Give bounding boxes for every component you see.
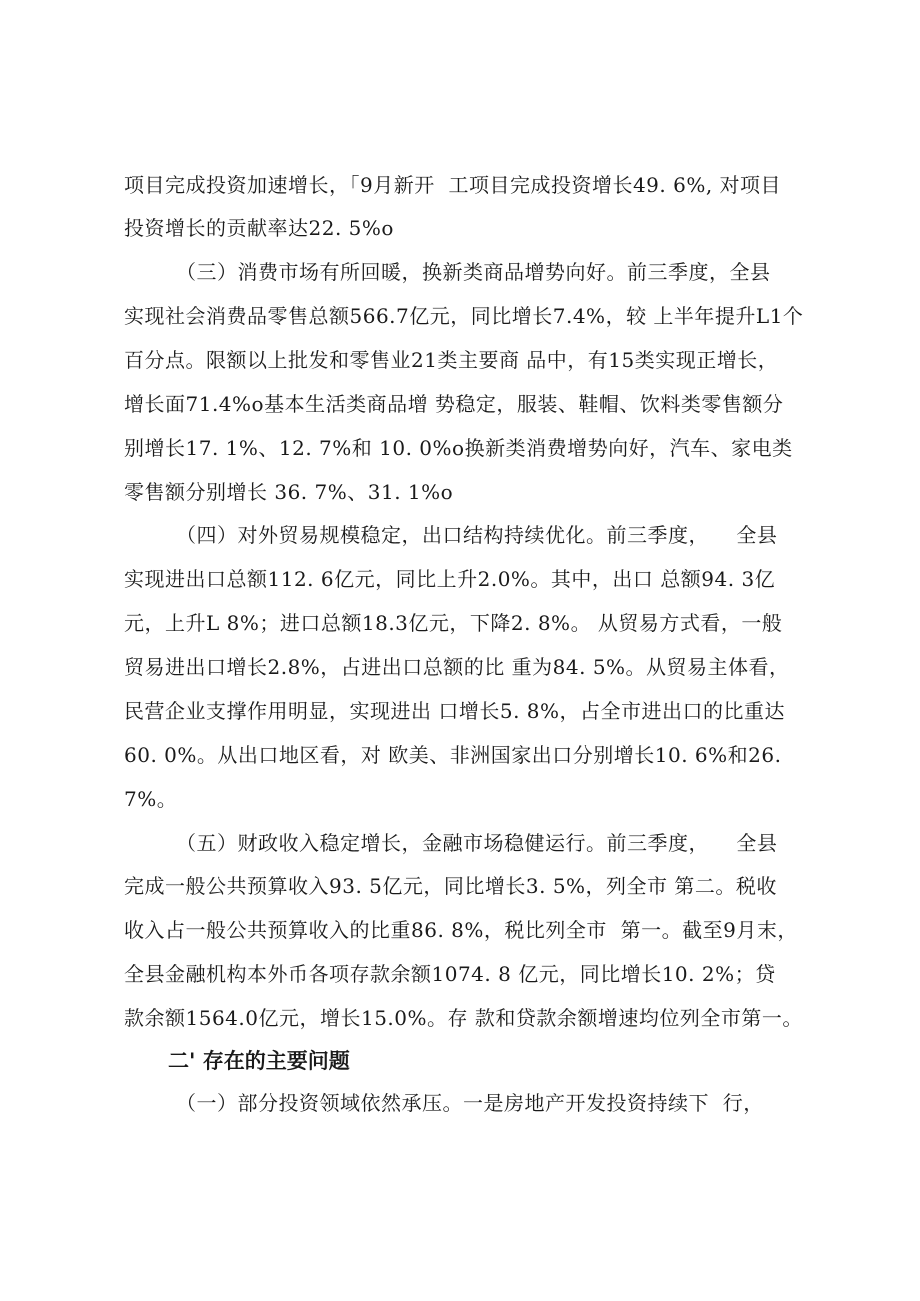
paragraph-line: （三）消费市场有所回暖，换新类商品增势向好。前三季度，全县 xyxy=(176,260,771,284)
paragraph-line: 项目完成投资加速增长，「9月新开 工项目完成投资增长49. 6%, 对项目 xyxy=(124,173,782,197)
paragraph-line: 款余额1564.0亿元，增长15.0%。存 款和贷款余额增速均位列全市第一。 xyxy=(124,1006,803,1030)
paragraph-line: 百分点。限额以上批发和零售业21类主要商 品中，有15类实现正增长， xyxy=(124,348,779,372)
paragraph-line: 收入占一般公共预算收入的比重86. 8%，税比列全市 第一。截至9月末， xyxy=(124,918,798,942)
paragraph-line: 完成一般公共预算收入93. 5亿元，同比增长3. 5%，列全市 第二。税收 xyxy=(124,874,777,898)
paragraph-line: 贸易进出口增长2.8%，占进出口总额的比 重为84. 5%。从贸易主体看， xyxy=(124,655,790,679)
section-heading: 二' 存在的主要问题 xyxy=(168,1049,350,1073)
paragraph-line: 实现进出口总额112. 6亿元，同比上升2.0%。其中，出口 总额94. 3亿 xyxy=(124,567,776,591)
paragraph-line: （一）部分投资领域依然承压。一是房地产开发投资持续下 行， xyxy=(176,1091,764,1115)
paragraph-line: （四）对外贸易规模稳定，出口结构持续优化。前三季度， 全县 xyxy=(176,523,778,547)
paragraph-line: 元，上升L 8%；进口总额18.3亿元，下降2. 8%。 从贸易方式看，一般 xyxy=(124,611,783,635)
paragraph-line: （五）财政收入稳定增长，金融市场稳健运行。前三季度， 全县 xyxy=(176,831,778,855)
paragraph-line: 全县金融机构本外币各项存款余额1074. 8 亿元，同比增长10. 2%；贷 xyxy=(124,962,776,986)
paragraph-line: 零售额分别增长 36. 7%、31. 1%o xyxy=(124,480,454,504)
paragraph-line: 增长面71.4%o基本生活类商品增 势稳定，服装、鞋帽、饮料类零售额分 xyxy=(124,392,784,416)
paragraph-line: 投资增长的贡献率达22. 5%o xyxy=(124,216,394,240)
paragraph-line: 民营企业支撑作用明显，实现进出 口增长5. 8%，占全市进出口的比重达 xyxy=(124,699,786,723)
paragraph-line: 别增长17. 1%、12. 7%和 10. 0%o换新类消费增势向好，汽车、家电类 xyxy=(124,436,793,460)
paragraph-line: 60. 0%。从出口地区看，对 欧美、非洲国家出口分别增长10. 6%和26. xyxy=(124,743,782,767)
paragraph-line: 实现社会消费品零售总额566.7亿元，同比增长7.4%，较 上半年提升L1个 xyxy=(124,304,804,328)
paragraph-line: 7%。 xyxy=(124,787,178,811)
